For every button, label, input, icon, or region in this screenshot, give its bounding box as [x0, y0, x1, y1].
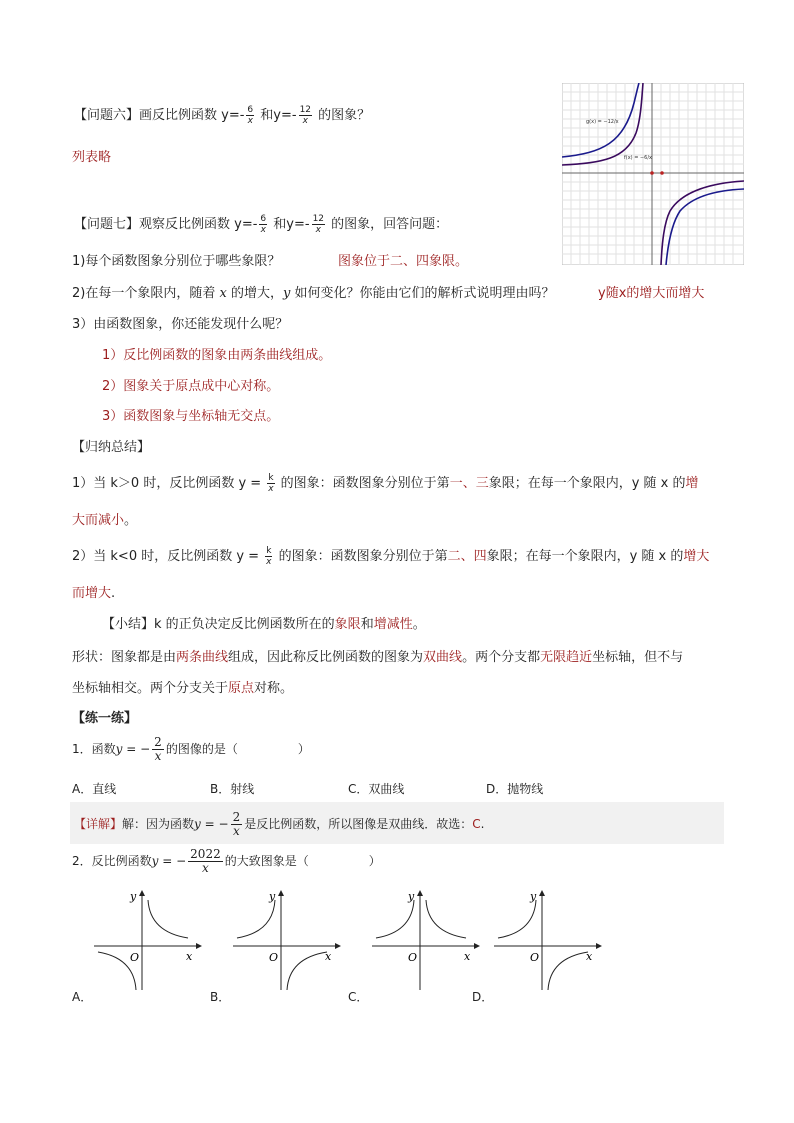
svg-text:O: O — [408, 951, 418, 964]
fraction: $\frac{12}{x}$ — [299, 105, 312, 126]
svg-text:x: x — [325, 950, 332, 963]
hyperbola-figure — [562, 83, 744, 265]
q1-option-c[interactable]: C．双曲线 — [348, 782, 405, 796]
summary-conclusion: 【小结】k 的正负决定反比例函数所在的象限和增减性。 — [102, 617, 426, 632]
practice-title: 【练一练】 — [72, 711, 138, 726]
summary-line-2: 2）当 k<0 时，反比例函数 y = $\frac{k}{x}$ 的图象：函数图象分别位于第二、四象限；在每一个象限内，y 随 x 的增大 — [72, 546, 710, 567]
practice-q2: 2．反比例函数y = − $\frac{2022}{x}$ 的大致图象是（ ） — [72, 847, 381, 875]
finding-1: 1）反比例函数的图象由两条曲线组成。 — [102, 348, 332, 363]
finding-2: 2）图象关于原点成中心对称。 — [102, 379, 280, 394]
summary-line-1b: 大而减小。 — [72, 513, 138, 528]
arrow-icon — [474, 943, 480, 949]
graph-option-c-label[interactable]: C． — [348, 990, 369, 1004]
svg-text:y: y — [530, 890, 537, 903]
summary-shape-2: 坐标轴相交。两个分支关于原点对称。 — [72, 681, 294, 696]
arrow-icon — [335, 943, 341, 949]
q6-answer: 列表略 — [72, 150, 112, 165]
graph-option-d-label[interactable]: D． — [472, 990, 494, 1004]
fraction: $\frac{6}{x}$ — [247, 105, 254, 126]
curve — [287, 952, 327, 990]
q1-option-d[interactable]: D．抛物线 — [486, 782, 544, 796]
curve — [148, 900, 188, 938]
label-f: f(x) = −6/x — [624, 155, 653, 161]
fraction: $\frac{6}{x}$ — [260, 214, 267, 235]
fraction: $\frac{2022}{x}$ — [190, 847, 221, 875]
q1-option-b[interactable]: B．射线 — [210, 782, 255, 796]
arrow-icon — [596, 943, 602, 949]
point — [650, 171, 654, 175]
q7-sub3-question: 3）由函数图象，你还能发现什么呢？ — [72, 317, 289, 332]
fraction: $\frac{2}{x}$ — [154, 735, 162, 763]
curve — [376, 900, 414, 938]
arrow-icon — [278, 890, 284, 896]
q7-sub2-answer: y随x的增大而增大 — [598, 286, 705, 301]
svg-text:y: y — [408, 890, 415, 903]
svg-text:x: x — [586, 950, 593, 963]
graph-option-b-label[interactable]: B． — [210, 990, 231, 1004]
label-g: g(x) = −12/x — [586, 119, 619, 125]
svg-text:O: O — [130, 951, 140, 964]
curve — [548, 952, 588, 990]
graph-option-c[interactable] — [370, 890, 480, 990]
summary-title: 【归纳总结】 — [72, 440, 151, 455]
fraction: $\frac{k}{x}$ — [268, 473, 274, 494]
svg-text:x: x — [186, 950, 193, 963]
detail-text: 【详解】解：因为函数y = − $\frac{2}{x}$ 是反比例函数，所以图像是双曲线．故选：C. — [74, 810, 485, 838]
finding-3: 3）函数图象与坐标轴无交点。 — [102, 409, 280, 424]
svg-text:O: O — [530, 951, 540, 964]
fraction: $\frac{12}{x}$ — [312, 214, 325, 235]
q7-line: 【问题七】观察反比例函数 y=- $\frac{6}{x}$ 和y=- $\frac{12}{x}$ 的图象，回答问题： — [74, 214, 449, 235]
practice-q1: 1．函数y = − $\frac{2}{x}$ 的图像的是（ ） — [72, 735, 310, 763]
q7-sub1-answer: 图象位于二、四象限。 — [338, 254, 469, 269]
summary-shape: 形状：图象都是由两条曲线组成，因此称反比例函数的图象为双曲线。两个分支都无限趋近坐标轴，但不与 — [72, 650, 684, 665]
svg-text:y: y — [269, 890, 276, 903]
graph-option-d[interactable] — [492, 890, 602, 990]
arrow-icon — [417, 890, 423, 896]
arrow-icon — [539, 890, 545, 896]
curve — [426, 900, 466, 938]
svg-text:y: y — [130, 890, 137, 903]
arrow-icon — [139, 890, 145, 896]
point — [660, 171, 664, 175]
graph-option-a-label[interactable]: A． — [72, 990, 93, 1004]
fraction: $\frac{2}{x}$ — [232, 810, 241, 838]
q1-option-a[interactable]: A．直线 — [72, 782, 117, 796]
q7-sub1-question: 1)每个函数图象分别位于哪些象限？ — [72, 254, 281, 269]
arrow-icon — [196, 943, 202, 949]
curve — [498, 900, 536, 938]
graph-option-a[interactable] — [92, 890, 202, 990]
summary-line-1: 1）当 k＞0 时，反比例函数 y = $\frac{k}{x}$ 的图象：函数图象分别位于第一、三象限；在每一个象限内，y 随 x 的增 — [72, 473, 699, 494]
graph-option-b[interactable] — [231, 890, 341, 990]
summary-line-2b: 而增大. — [72, 586, 116, 601]
q6-line: 【问题六】画反比例函数 y=- $\frac{6}{x}$ 和y=- $\frac{12}{x}$ 的图象？ — [74, 105, 371, 126]
svg-text:O: O — [269, 951, 279, 964]
q7-sub2-question: 2)在每一个象限内，随着 x 的增大，y 如何变化？你能由它们的解析式说明理由吗？ — [72, 286, 555, 301]
svg-text:x: x — [464, 950, 471, 963]
curve — [237, 900, 275, 938]
fraction: $\frac{k}{x}$ — [266, 546, 272, 567]
